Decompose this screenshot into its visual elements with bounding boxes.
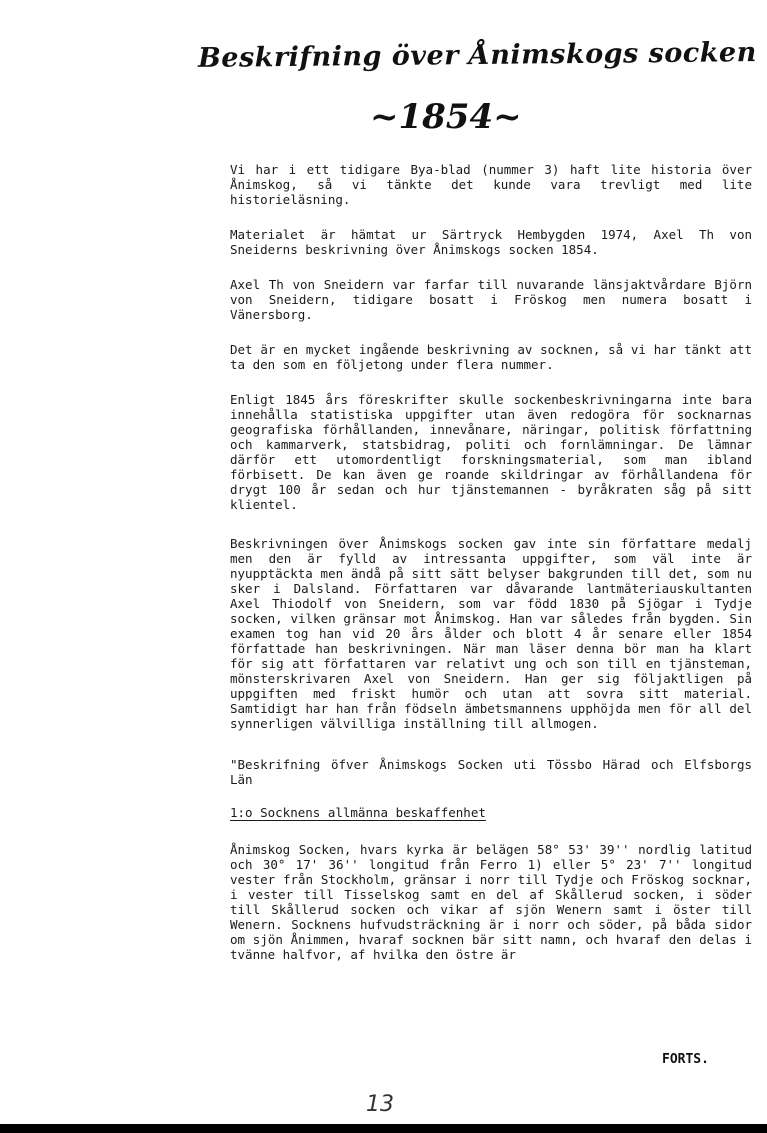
page-number: 13	[366, 1092, 394, 1117]
document-body	[230, 162, 752, 978]
description-paragraph: Beskrivningen över Ånimskogs socken gav inte sin författare medalj men den är fylld av intressanta uppgifter, som väl inte är nyupptäckta men ändå på sitt sätt belyser bakgrunden till det, som nu sker i Dalsland. Författaren var dåvarande lantmäteriauskultanten Axel Thiodolf von Sneidern, som var född 1830 på Sjögar i Tydje socken, vilken gränsar mot Ånimskog. Han var således från bygden. Sin examen tog han vid 20 års ålder och blott 4 år senare eller 1854 författade han beskrivningen. När man läser denna bör man ha klart för sig att författaren var relativt ung och son till en tjänsteman, mönsterskrivaren Axel von Sneidern. Han ger sig följaktligen på uppgiften med friskt humör och utan att sovra sitt material. Samtidigt har han från födseln ämbetsmannens upphöjda men för all del synnerligen välvilliga inställning till allmogen.	[230, 536, 752, 731]
document-title: Beskrifning över Ånimskogs socken	[197, 37, 757, 74]
document-year: ~1854~	[370, 97, 522, 137]
quoted-title-paragraph: "Beskrifning öfver Ånimskogs Socken uti Tössbo Härad och Elfsborgs Län	[230, 757, 752, 787]
section-heading: 1:o Socknens allmänna beskaffenhet	[230, 805, 486, 820]
intro-paragraph: Vi har i ett tidigare Bya-blad (nummer 3) haft lite historia över Ånimskog, så vi tänkte det kunde vara trevligt med lite historieläsning.	[230, 162, 752, 207]
source-paragraph: Materialet är hämtat ur Särtryck Hembygden 1974, Axel Th von Sneiderns beskrivning över Ånimskogs socken 1854.	[230, 227, 752, 257]
author-paragraph: Axel Th von Sneidern var farfar till nuvarande länsjaktvårdare Björn von Sneidern, tidigare bosatt i Fröskog men numera bosatt i Vänersborg.	[230, 277, 752, 322]
regulations-paragraph: Enligt 1845 års föreskrifter skulle sockenbeskrivningarna inte bara innehålla statistiska uppgifter utan även redogöra för socknarnas geografiska förhållanden, innevånare, näringar, politisk författning och kammarverk, statsbidrag, politi och fornlämningar. De lämnar därför ett utomordentligt forskningsmaterial, som man ibland förbisett. De kan även ge roande skildringar av förhållandena för drygt 100 år sedan och hur tjänstemannen - byråkraten såg på sitt klientel.	[230, 392, 752, 512]
section-paragraph: Ånimskog Socken, hvars kyrka är belägen 58° 53' 39'' nordlig latitud och 30° 17' 36'' longitud från Ferro 1) eller 5° 23' 7'' longitud vester från Stockholm, gränsar i norr till Tydje och Fröskog socknar, i vester till Tisselskog samt en del af Skållerud socken, i söder till Skållerud socken och vikar af sjön Wenern samt i öster till Wenern. Socknens hufvudsträckning är i norr och söder, på båda sidor om sjön Ånimmen, hvaraf socknen bär sitt namn, och hvaraf den delas i tvänne halfvor, af hvilka den östre är	[230, 842, 752, 962]
continued-label: FORTS.	[662, 1052, 709, 1067]
scan-edge	[0, 1124, 767, 1133]
serial-paragraph: Det är en mycket ingående beskrivning av socknen, så vi har tänkt att ta den som en följetong under flera nummer.	[230, 342, 752, 372]
